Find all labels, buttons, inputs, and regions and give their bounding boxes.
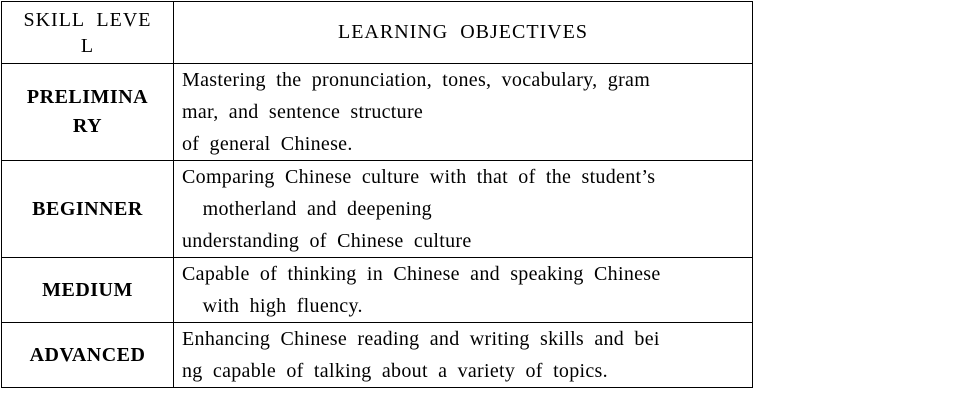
objective-beginner — [174, 161, 753, 258]
skill-level-beginner — [2, 161, 174, 258]
header-learning-objectives: LEARNING OBJECTIVES — [174, 2, 753, 64]
header-skill-level — [2, 2, 174, 64]
objective-line: understanding of Chinese culture — [182, 230, 472, 252]
objective-line: with high fluency. — [182, 295, 363, 317]
objective-line: Comparing Chinese culture with that of the student’s — [182, 166, 656, 188]
learning-objectives-table — [1, 1, 753, 388]
table-row — [2, 64, 753, 161]
level-line: RY — [72, 115, 103, 137]
objective-line: motherland and deepening — [182, 198, 432, 220]
objective-line: Mastering the pronunciation, tones, vocabulary, gram — [182, 69, 651, 91]
table-row — [2, 161, 753, 258]
table-row — [2, 323, 753, 388]
skill-level-advanced — [2, 323, 174, 388]
header-skill-level-line-1: SKILL LEVE — [23, 8, 152, 31]
table-row — [2, 258, 753, 323]
objective-preliminary — [174, 64, 753, 161]
skill-level-medium — [2, 258, 174, 323]
level-line: PRELIMINA — [26, 86, 149, 108]
objective-line: of general Chinese. — [182, 133, 353, 155]
objective-advanced — [174, 323, 753, 388]
objective-line: Enhancing Chinese reading and writing skills and bei — [182, 328, 660, 350]
objective-line: ng capable of talking about a variety of topics. — [182, 360, 608, 382]
objective-line: Capable of thinking in Chinese and speaking Chinese — [182, 263, 661, 285]
header-row — [2, 2, 753, 64]
objective-line: mar, and sentence structure — [182, 101, 424, 123]
level-line: BEGINNER — [32, 197, 143, 220]
level-line: MEDIUM — [42, 278, 133, 301]
skill-level-preliminary — [2, 64, 174, 161]
level-line: ADVANCED — [29, 343, 146, 366]
header-skill-level-line-2: L — [80, 34, 95, 57]
objective-medium — [174, 258, 753, 323]
